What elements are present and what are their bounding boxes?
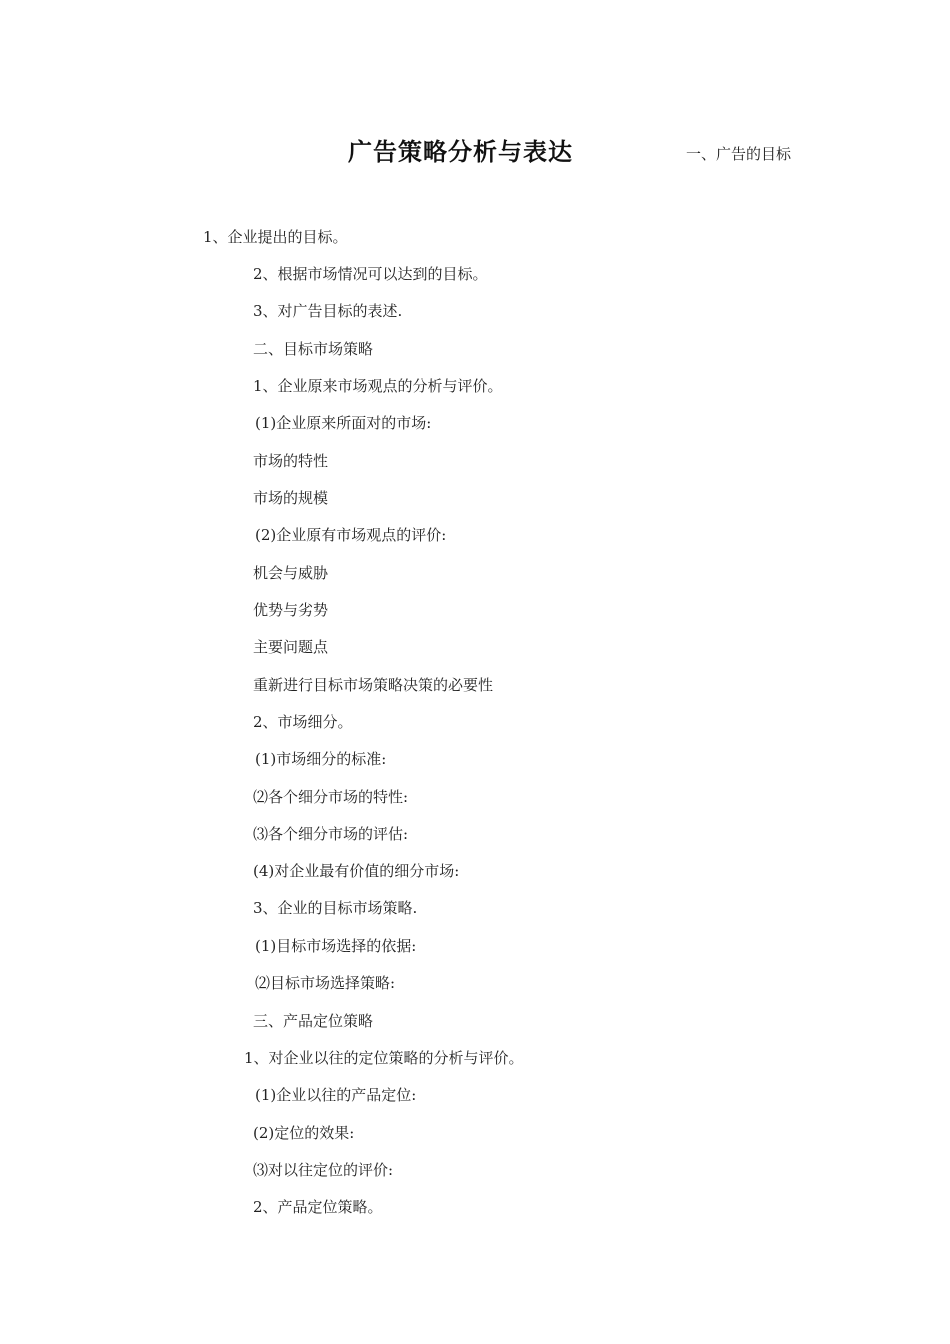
outline-item: 3、对广告目标的表述. [253, 302, 403, 320]
outline-item: (4)对企业最有价值的细分市场: [253, 862, 460, 880]
outline-item: ⑶各个细分市场的评估: [253, 825, 409, 843]
outline-item: 2、市场细分。 [253, 713, 353, 731]
outline-item: (1)企业原来所面对的市场: [255, 414, 432, 432]
outline-item: (1)企业以往的产品定位: [255, 1086, 417, 1104]
outline-item: (2)定位的效果: [253, 1124, 355, 1142]
outline-item: ⑶对以往定位的评价: [253, 1161, 394, 1179]
outline-item: 主要问题点 [253, 638, 329, 656]
outline-item: ⑵各个细分市场的特性: [253, 788, 409, 806]
outline-item: 重新进行目标市场策略决策的必要性 [253, 676, 494, 694]
outline-item: (1)市场细分的标准: [255, 750, 387, 768]
outline-item: 机会与威胁 [253, 564, 329, 582]
section-heading: 三、产品定位策略 [253, 1012, 374, 1030]
outline-item: 2、根据市场情况可以达到的目标。 [253, 265, 488, 283]
section-heading: 二、目标市场策略 [253, 340, 374, 358]
section-heading-ad-goals: 一、广告的目标 [686, 145, 792, 163]
outline-item: 3、企业的目标市场策略. [253, 899, 418, 917]
outline-item: 1、对企业以往的定位策略的分析与评价。 [244, 1049, 524, 1067]
outline-item: 2、产品定位策略。 [253, 1198, 383, 1216]
outline-item: 优势与劣势 [253, 601, 329, 619]
document-title: 广告策略分析与表达 [348, 137, 573, 166]
outline-item: (2)企业原有市场观点的评价: [255, 526, 447, 544]
outline-item: 1、企业原来市场观点的分析与评价。 [253, 377, 503, 395]
outline-item: 市场的特性 [253, 452, 329, 470]
outline-item: 1、企业提出的目标。 [203, 228, 348, 246]
outline-item: (1)目标市场选择的依据: [255, 937, 417, 955]
outline-item: 市场的规模 [253, 489, 329, 507]
outline-item: ⑵目标市场选择策略: [255, 974, 396, 992]
